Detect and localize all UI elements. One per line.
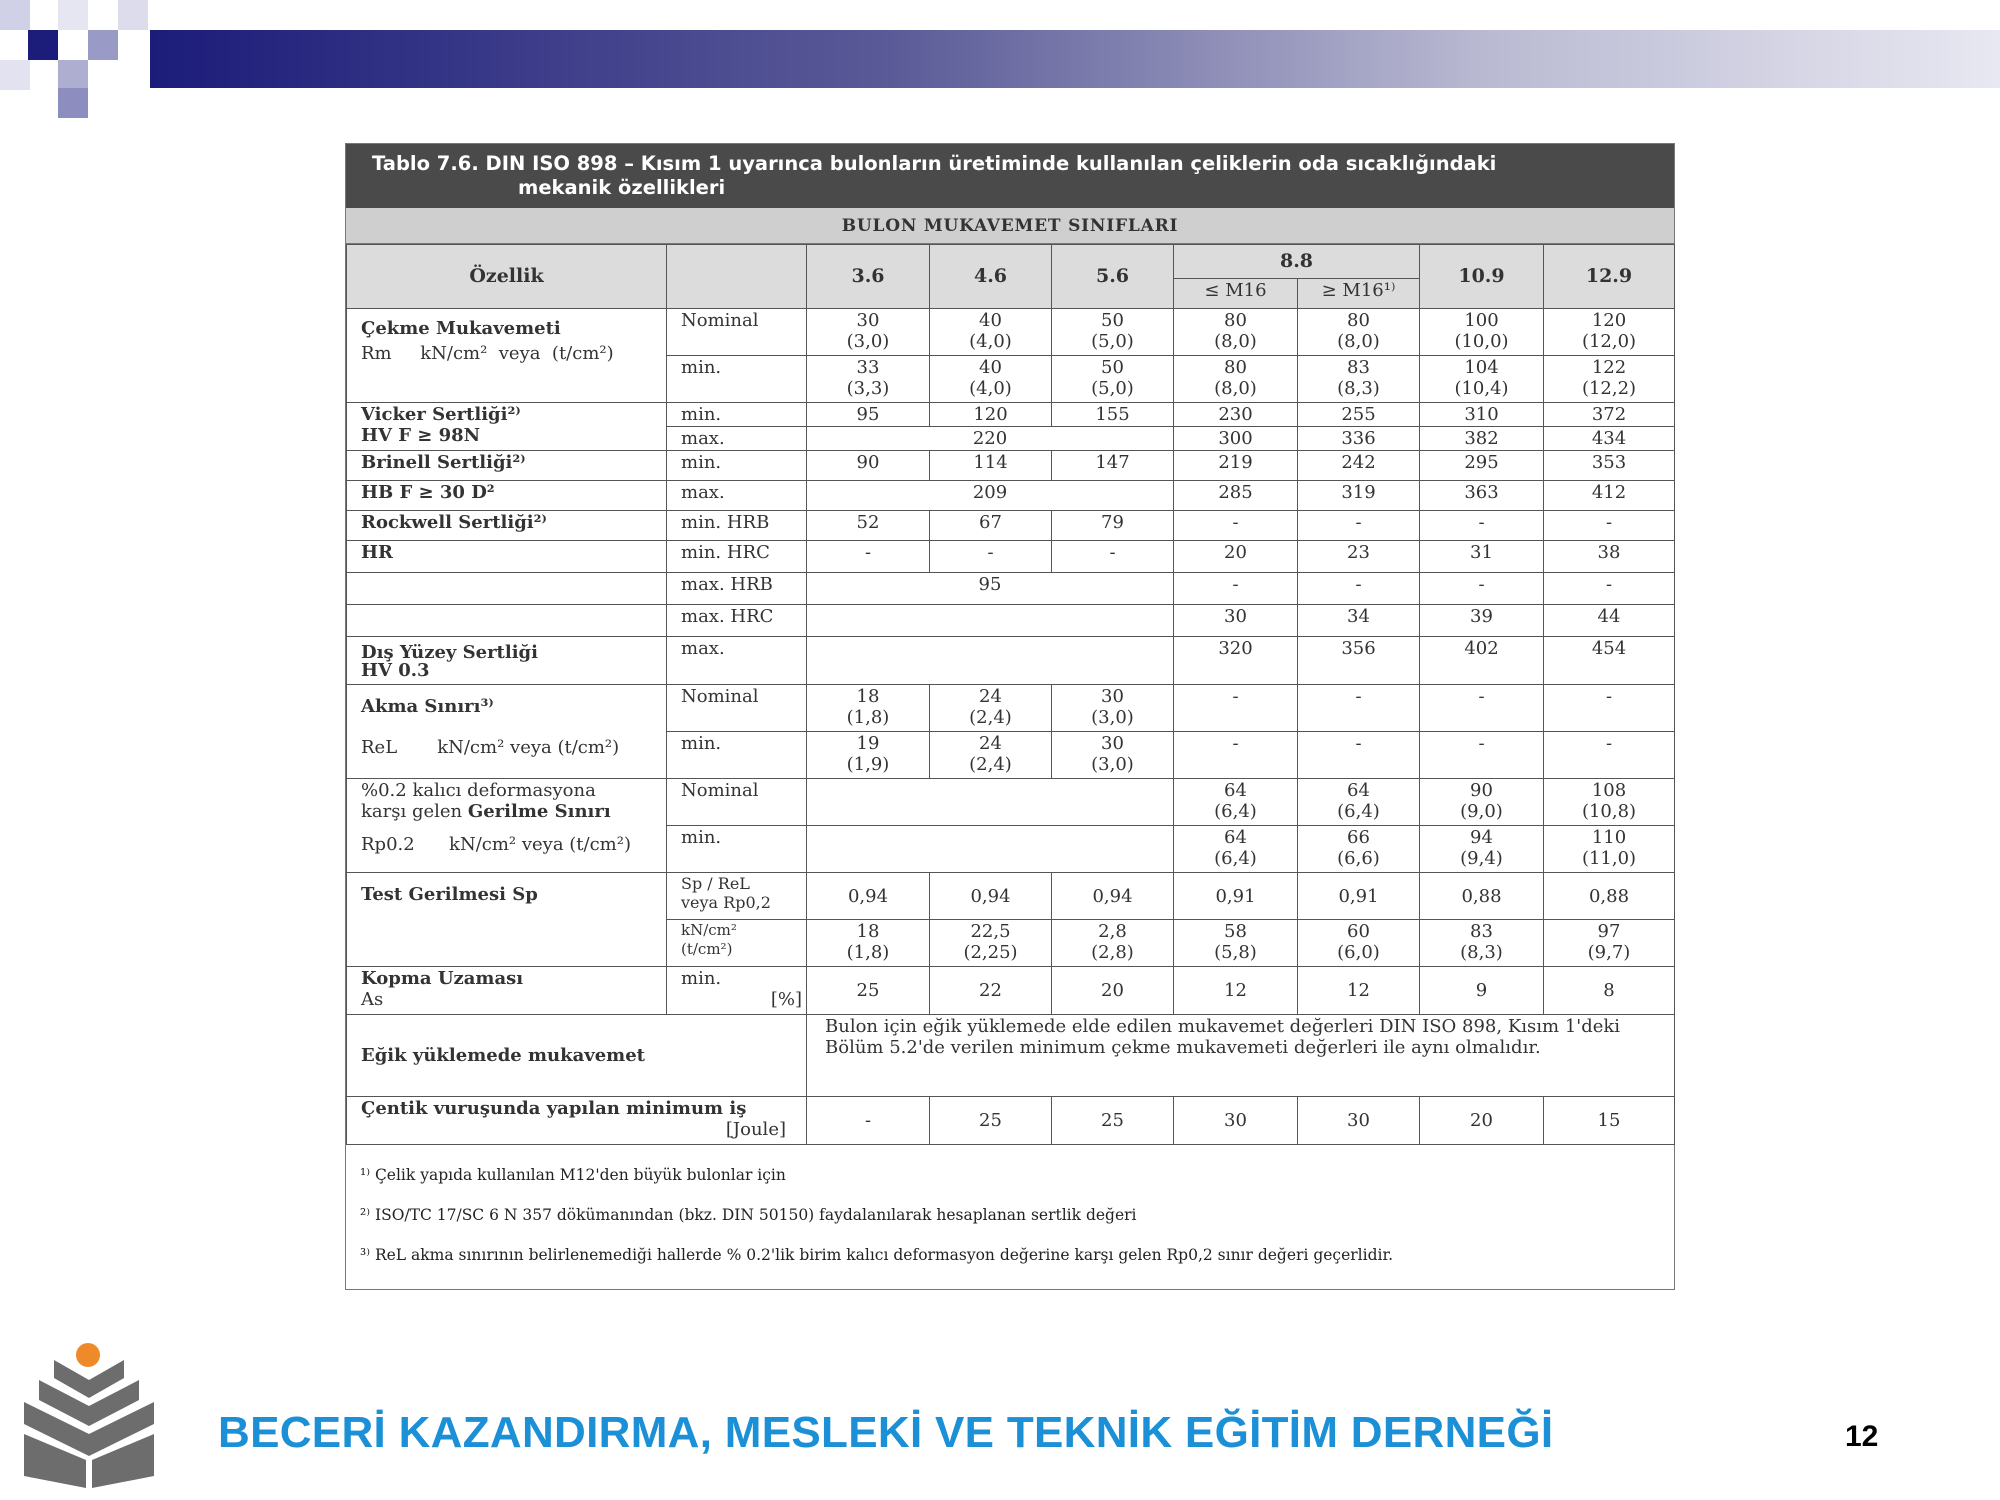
table-cell: 8 — [1544, 967, 1675, 1015]
vicker-name: Vicker Sertliği²⁾ — [361, 404, 521, 425]
table-cell: 24 (2,4) — [930, 732, 1052, 779]
table-cell: 66 (6,6) — [1298, 826, 1420, 873]
table-cell: 52 — [807, 511, 930, 541]
table-cell: 12 — [1174, 967, 1298, 1015]
table-cell: 104 (10,4) — [1420, 356, 1544, 403]
table-cell: 295 — [1420, 451, 1544, 481]
sub-label: min. — [667, 403, 807, 427]
blank-cell — [347, 605, 667, 637]
table-cell: 64 (6,4) — [1298, 779, 1420, 826]
table-cell: 90 (9,0) — [1420, 779, 1544, 826]
table-cell: 20 — [1420, 1097, 1544, 1145]
header-class-3-6: 3.6 — [807, 245, 930, 309]
table-cell: 363 — [1420, 481, 1544, 511]
brinell-name: Brinell Sertliği²⁾ — [347, 451, 667, 481]
table-cell: 120 (12,0) — [1544, 309, 1675, 356]
impact-work-unit: [Joule] — [725, 1119, 786, 1140]
corner-square-light — [0, 0, 30, 30]
table-cell: - — [1544, 732, 1675, 779]
sub-label: min. — [681, 968, 722, 989]
header-class-10-9: 10.9 — [1420, 245, 1544, 309]
header-class-8-8: 8.8 — [1174, 245, 1420, 279]
table-cell: 108 (10,8) — [1544, 779, 1675, 826]
table-title-line1: Tablo 7.6. DIN ISO 898 – Kısım 1 uyarınca bulonların üretiminde kullanılan çeliklerin oda sıcaklığındaki — [372, 152, 1497, 175]
footnote-1: ¹⁾ Çelik yapıda kullanılan M12'den büyük bulonlar için — [360, 1166, 786, 1184]
corner-square-dark — [28, 30, 58, 60]
strength-classes-band: BULON MUKAVEMET SINIFLARI — [346, 208, 1674, 244]
table-cell: - — [1298, 732, 1420, 779]
table-title — [346, 144, 1674, 208]
blank-cell — [347, 573, 667, 605]
row-elongation — [347, 967, 667, 1015]
table-cell: 31 — [1420, 541, 1544, 573]
table-cell: - — [1174, 573, 1298, 605]
table-cell: 79 — [1052, 511, 1174, 541]
table-cell: 22 — [930, 967, 1052, 1015]
rockwell-unit: HR — [347, 541, 667, 573]
table-cell-merged: 95 — [807, 573, 1174, 605]
blank-cell — [807, 637, 1174, 685]
table-cell: 0,94 — [930, 873, 1052, 920]
corner-square-mid — [58, 88, 88, 118]
table-cell: 80 (8,0) — [1174, 309, 1298, 356]
table-cell: 44 — [1544, 605, 1675, 637]
table-cell: - — [1174, 685, 1298, 732]
table-cell: - — [1544, 573, 1675, 605]
table-cell: 22,5 (2,25) — [930, 920, 1052, 967]
table-cell: 9 — [1420, 967, 1544, 1015]
table-cell: 30 — [1174, 605, 1298, 637]
row-vicker-hardness — [347, 403, 667, 451]
table-cell: 20 — [1174, 541, 1298, 573]
brinell-unit: HB F ≥ 30 D² — [347, 481, 667, 511]
blank-cell — [807, 779, 1174, 826]
footnotes — [346, 1145, 1674, 1275]
header-8-8-ge-m16: ≥ M16¹⁾ — [1298, 279, 1420, 309]
rockwell-name: Rockwell Sertliği²⁾ — [347, 511, 667, 541]
table-cell: - — [1420, 732, 1544, 779]
table-cell: - — [807, 1097, 930, 1145]
table-cell: 40 (4,0) — [930, 309, 1052, 356]
sub-label: max. HRC — [667, 605, 807, 637]
table-cell: 255 — [1298, 403, 1420, 427]
sub-label: min. — [667, 826, 807, 873]
table-cell: 0,91 — [1174, 873, 1298, 920]
table-cell: 320 — [1174, 637, 1298, 685]
surface-hardness-name: Dış Yüzey Sertliği — [361, 642, 538, 663]
header-gradient-bar — [150, 30, 2000, 88]
table-cell: 122 (12,2) — [1544, 356, 1675, 403]
table-cell: 24 (2,4) — [930, 685, 1052, 732]
row-tensile-strength — [347, 309, 667, 403]
table-cell-merged: 209 — [807, 481, 1174, 511]
table-cell: 0,94 — [1052, 873, 1174, 920]
proof-stress-name-c: Gerilme Sınırı — [467, 801, 611, 822]
proof-stress-name-b: karşı gelen — [361, 801, 468, 822]
table-cell: 12 — [1298, 967, 1420, 1015]
elongation-name: Kopma Uzaması — [361, 968, 524, 989]
organization-name: BECERİ KAZANDIRMA, MESLEKİ VE TEKNİK EĞİTİM DERNEĞİ — [218, 1408, 1554, 1457]
oblique-load-text: Bulon için eğik yüklemede elde edilen mukavemet değerleri DIN ISO 898, Kısım 1'deki Bölüm 5.2'de verilen minimum çekme mukavemeti değerleri ile aynı olmalıdır. — [807, 1015, 1675, 1097]
elongation-unit: As — [361, 989, 384, 1010]
row-yield-strength — [347, 685, 667, 779]
table-cell: 97 (9,7) — [1544, 920, 1675, 967]
sub-label: Nominal — [667, 309, 807, 356]
table-cell: 64 (6,4) — [1174, 826, 1298, 873]
row-test-stress — [347, 873, 667, 967]
table-cell: 285 — [1174, 481, 1298, 511]
table-cell: 58 (5,8) — [1174, 920, 1298, 967]
table-cell: 0,91 — [1298, 873, 1420, 920]
corner-square-mid — [88, 30, 118, 60]
table-cell: 100 (10,0) — [1420, 309, 1544, 356]
oblique-load-name: Eğik yüklemede mukavemet — [347, 1015, 807, 1097]
table-cell-merged: 220 — [807, 427, 1174, 451]
sub-label: min. — [667, 732, 807, 779]
table-cell: 90 — [807, 451, 930, 481]
table-cell: 310 — [1420, 403, 1544, 427]
header-blank — [667, 245, 807, 309]
table-cell: 38 — [1544, 541, 1675, 573]
table-cell: - — [1298, 573, 1420, 605]
row-proof-stress — [347, 779, 667, 873]
header-class-5-6: 5.6 — [1052, 245, 1174, 309]
sub-label: kN/cm² (t/cm²) — [667, 920, 807, 967]
table-cell: 25 — [1052, 1097, 1174, 1145]
table-cell: 120 — [930, 403, 1052, 427]
vicker-unit: HV F ≥ 98N — [361, 425, 481, 446]
corner-square-mid — [58, 60, 88, 90]
table-title-line2: mekanik özellikleri — [518, 176, 726, 199]
header-class-12-9: 12.9 — [1544, 245, 1675, 309]
table-cell: 20 — [1052, 967, 1174, 1015]
table-cell: 382 — [1420, 427, 1544, 451]
table-cell: 19 (1,9) — [807, 732, 930, 779]
table-cell: 50 (5,0) — [1052, 309, 1174, 356]
table-cell: 94 (9,4) — [1420, 826, 1544, 873]
table-cell: 39 — [1420, 605, 1544, 637]
table-cell: 83 (8,3) — [1420, 920, 1544, 967]
proof-stress-name-a: %0.2 kalıcı deformasyona — [361, 780, 596, 801]
proof-stress-unit: Rp0.2 kN/cm² veya (t/cm²) — [361, 834, 631, 855]
surface-hardness-unit: HV 0.3 — [361, 660, 430, 681]
table-cell: 30 (3,0) — [1052, 685, 1174, 732]
table-cell: 230 — [1174, 403, 1298, 427]
impact-work-name: Çentik vuruşunda yapılan minimum iş — [361, 1098, 747, 1119]
sub-label: Nominal — [667, 779, 807, 826]
footnote-3: ³⁾ ReL akma sınırının belirlenemediği hallerde % 0.2'lik birim kalıcı deformasyon değerine karşı gelen Rp0,2 sınır değeri geçerlidir. — [360, 1246, 1394, 1264]
sub-label: max. — [667, 481, 807, 511]
elongation-percent-unit: [%] — [770, 989, 802, 1010]
table-cell: - — [1298, 511, 1420, 541]
sub-label: Sp / ReL veya Rp0,2 — [667, 873, 807, 920]
table-cell: 33 (3,3) — [807, 356, 930, 403]
table-cell: 83 (8,3) — [1298, 356, 1420, 403]
properties-table — [346, 244, 1675, 1145]
corner-square-light — [118, 0, 148, 30]
table-cell: 25 — [930, 1097, 1052, 1145]
table-cell: 30 — [1174, 1097, 1298, 1145]
sub-label: max. — [667, 427, 807, 451]
table-cell: 30 — [1298, 1097, 1420, 1145]
header-property: Özellik — [347, 245, 667, 309]
table-cell: 155 — [1052, 403, 1174, 427]
blank-cell — [807, 605, 1174, 637]
table-cell: - — [930, 541, 1052, 573]
yield-unit: ReL kN/cm² veya (t/cm²) — [361, 737, 620, 758]
table-cell: 147 — [1052, 451, 1174, 481]
table-cell: 356 — [1298, 637, 1420, 685]
corner-square-light — [58, 0, 88, 30]
table-cell: 15 — [1544, 1097, 1675, 1145]
table-cell: 40 (4,0) — [930, 356, 1052, 403]
tensile-strength-unit: Rm kN/cm² veya (t/cm²) — [361, 343, 614, 364]
table-cell: 25 — [807, 967, 930, 1015]
yield-name: Akma Sınırı³⁾ — [361, 696, 494, 717]
table-cell: - — [1420, 573, 1544, 605]
table-cell: 34 — [1298, 605, 1420, 637]
table-cell: - — [1174, 732, 1298, 779]
table-cell: 110 (11,0) — [1544, 826, 1675, 873]
table-cell: 0,88 — [1420, 873, 1544, 920]
table-cell: - — [1420, 685, 1544, 732]
table-cell: 219 — [1174, 451, 1298, 481]
blank-cell — [807, 826, 1174, 873]
table-cell: 0,88 — [1544, 873, 1675, 920]
table-cell: 67 — [930, 511, 1052, 541]
table-cell: 434 — [1544, 427, 1675, 451]
row-impact-work — [347, 1097, 807, 1145]
table-cell: 402 — [1420, 637, 1544, 685]
table-cell: 23 — [1298, 541, 1420, 573]
table-cell: 18 (1,8) — [807, 920, 930, 967]
sub-label: min. — [667, 356, 807, 403]
table-cell: 60 (6,0) — [1298, 920, 1420, 967]
table-cell: 64 (6,4) — [1174, 779, 1298, 826]
table-cell: - — [1052, 541, 1174, 573]
sub-label: min. HRB — [667, 511, 807, 541]
footnote-2: ²⁾ ISO/TC 17/SC 6 N 357 dökümanından (bkz. DIN 50150) faydalanılarak hesaplanan sertlik değeri — [360, 1206, 1137, 1224]
table-cell: 412 — [1544, 481, 1675, 511]
sub-label: Nominal — [667, 685, 807, 732]
header-class-4-6: 4.6 — [930, 245, 1052, 309]
table-cell: 80 (8,0) — [1174, 356, 1298, 403]
table-cell: 372 — [1544, 403, 1675, 427]
table-cell: - — [807, 541, 930, 573]
table-cell: 30 (3,0) — [807, 309, 930, 356]
elongation-sub-label — [667, 967, 807, 1015]
table-cell: - — [1544, 685, 1675, 732]
sub-label: max. HRB — [667, 573, 807, 605]
table-cell: 50 (5,0) — [1052, 356, 1174, 403]
table-cell: 454 — [1544, 637, 1675, 685]
sub-label: min. HRC — [667, 541, 807, 573]
row-surface-hardness — [347, 637, 667, 685]
table-cell: 242 — [1298, 451, 1420, 481]
table-cell: - — [1544, 511, 1675, 541]
table-cell: - — [1298, 685, 1420, 732]
table-cell: 300 — [1174, 427, 1298, 451]
table-cell: - — [1420, 511, 1544, 541]
table-cell: 2,8 (2,8) — [1052, 920, 1174, 967]
tensile-strength-name: Çekme Mukavemeti — [361, 318, 561, 339]
table-cell: 80 (8,0) — [1298, 309, 1420, 356]
association-logo-icon — [14, 1340, 164, 1490]
header-8-8-le-m16: ≤ M16 — [1174, 279, 1298, 309]
table-cell: 95 — [807, 403, 930, 427]
table-cell: 114 — [930, 451, 1052, 481]
table-cell: 336 — [1298, 427, 1420, 451]
page-number: 12 — [1845, 1420, 1879, 1453]
test-stress-name: Test Gerilmesi Sp — [361, 884, 538, 905]
table-cell: 319 — [1298, 481, 1420, 511]
corner-square-light — [0, 60, 30, 90]
mechanical-properties-table-image — [345, 143, 1675, 1290]
table-cell: 0,94 — [807, 873, 930, 920]
table-cell: 30 (3,0) — [1052, 732, 1174, 779]
table-cell: 18 (1,8) — [807, 685, 930, 732]
sub-label: max. — [667, 637, 807, 685]
sub-label: min. — [667, 451, 807, 481]
table-cell: - — [1174, 511, 1298, 541]
table-cell: 353 — [1544, 451, 1675, 481]
